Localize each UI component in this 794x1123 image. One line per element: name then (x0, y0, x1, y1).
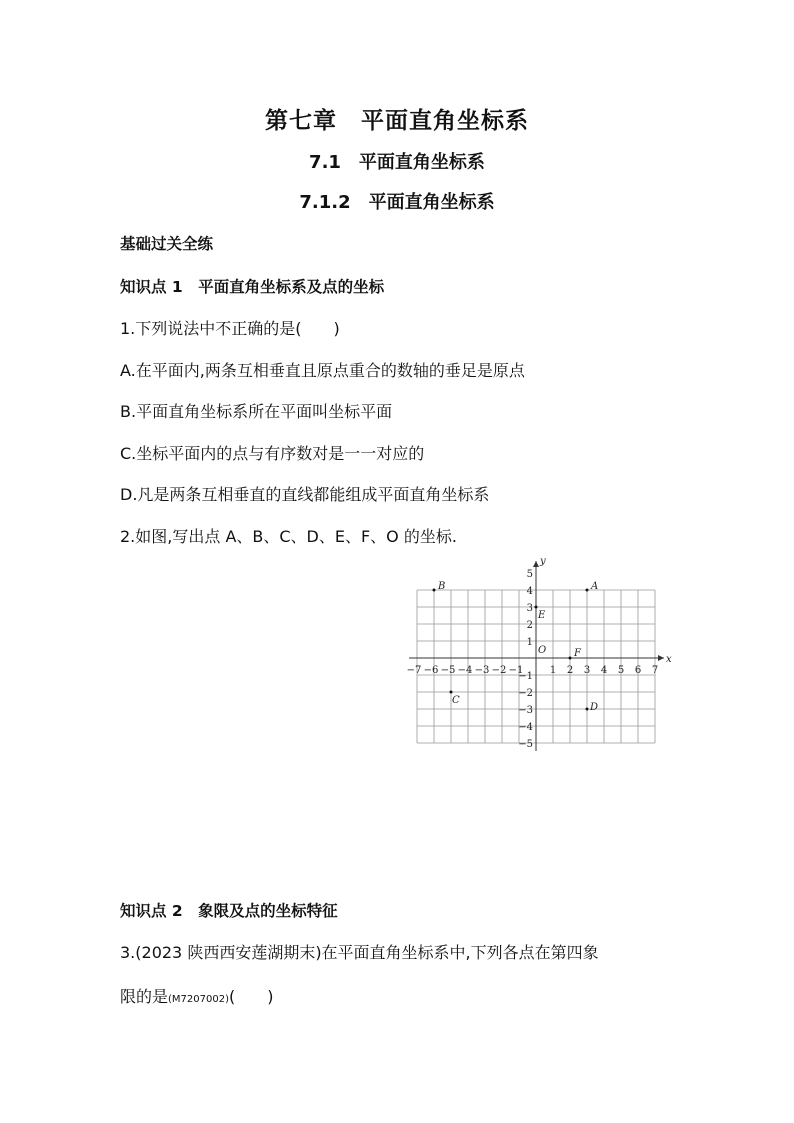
question-1-option-b: B.平面直角坐标系所在平面叫坐标平面 (120, 402, 393, 421)
point-label-f: F (574, 648, 581, 659)
question-3-text: 限的是 (120, 987, 169, 1006)
question-1-option-d: D.凡是两条互相垂直的直线都能组成平面直角坐标系 (120, 485, 490, 504)
question-3-line-2 (120, 984, 273, 1007)
x-tick-label: −7 (406, 665, 422, 676)
question-3-code: (M7207002) (168, 994, 229, 1005)
knowledge-point-1-title: 知识点 1 平面直角坐标系及点的坐标 (120, 278, 385, 296)
point-b (433, 589, 436, 592)
section-title: 7.1 平面直角坐标系 (309, 152, 485, 173)
point-d (586, 708, 589, 711)
x-axis-arrow (658, 655, 664, 661)
point-e (535, 606, 538, 609)
x-tick-label: −2 (491, 665, 507, 676)
y-tick-label: 1 (526, 637, 533, 648)
point-label-e: E (538, 610, 546, 621)
y-tick-label: 2 (526, 620, 533, 631)
point-a (586, 589, 589, 592)
y-tick-label: −5 (518, 739, 533, 750)
coordinate-grid-figure (400, 556, 680, 761)
practice-title: 基础过关全练 (120, 235, 214, 253)
question-3-line-1: 3.(2023 陕西西安莲湖期末)在平面直角坐标系中,下列各点在第四象 (120, 943, 599, 962)
point-label-d: D (590, 702, 599, 713)
point-label-a: A (591, 581, 599, 592)
y-tick-label: −4 (518, 722, 533, 733)
y-tick-label: −1 (518, 671, 533, 682)
point-label-b: B (438, 581, 446, 592)
x-tick-label: −5 (440, 665, 456, 676)
x-tick-label: −6 (423, 665, 439, 676)
x-tick-label: −3 (474, 665, 490, 676)
question-1-option-c: C.坐标平面内的点与有序数对是一一对应的 (120, 444, 425, 463)
x-tick-label: 1 (549, 665, 557, 676)
question-1-option-a: A.在平面内,两条互相垂直且原点重合的数轴的垂足是原点 (120, 361, 525, 380)
x-tick-label: −4 (457, 665, 473, 676)
y-tick-label: 4 (526, 586, 533, 597)
x-tick-label: 3 (583, 665, 591, 676)
y-tick-label: −2 (518, 688, 533, 699)
question-2-stem: 2.如图,写出点 A、B、C、D、E、F、O 的坐标. (120, 527, 457, 546)
x-tick-label: 6 (634, 665, 642, 676)
point-f (569, 657, 572, 660)
y-tick-label: −3 (518, 705, 533, 716)
question-3-answer-blank: ( ) (228, 987, 274, 1006)
x-tick-label: 5 (617, 665, 625, 676)
chapter-title: 第七章 平面直角坐标系 (265, 108, 529, 134)
x-tick-label: 4 (600, 665, 608, 676)
x-tick-label: 7 (651, 665, 659, 676)
knowledge-point-2-title: 知识点 2 象限及点的坐标特征 (120, 902, 338, 920)
y-tick-label: 5 (526, 569, 533, 580)
point-c (450, 691, 453, 694)
y-axis-arrow (533, 561, 539, 567)
y-axis-label: y (540, 556, 546, 567)
origin-label: O (538, 645, 547, 656)
x-tick-label: −1 (508, 665, 524, 676)
y-tick-label: 3 (526, 603, 533, 614)
x-tick-label: 2 (566, 665, 574, 676)
x-axis-label: x (666, 654, 672, 665)
question-1-stem: 1.下列说法中不正确的是( ) (120, 319, 340, 338)
subsection-title: 7.1.2 平面直角坐标系 (299, 192, 495, 213)
point-label-c: C (452, 695, 460, 706)
